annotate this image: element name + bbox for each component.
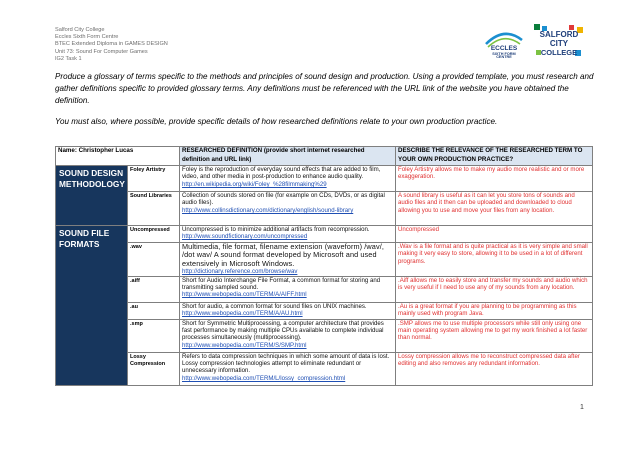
glossary-table [55,146,593,386]
page-number: 1 [580,404,584,411]
table-row [56,166,593,192]
glossary-term: Foley Artistry [128,166,180,192]
definition-link[interactable]: http://www.webopedia.com/TERM/A/AU.html [182,310,303,318]
term-relevance: .Au is a great format if you are planning to be programming as this mainly used with program Java. [396,302,593,319]
term-definition [180,226,396,243]
glossary-term: Lossy Compression [128,352,180,385]
term-definition [180,276,396,302]
glossary-term: .au [128,302,180,319]
header-line: BTEC Extended Diploma in GAMES DESIGN [55,41,168,48]
definition-text: Foley is the reproduction of everyday sound effects that are added to film, video, and other media in post-production to enhance audio quality. [182,166,381,181]
term-definition [180,352,396,385]
definition-link[interactable]: http://dictionary.reference.com/browse/wav [182,268,298,276]
term-relevance: Foley Artistry allows me to make my audio more realistic and or more exaggeration. [396,166,593,192]
glossary-term: .wav [128,243,180,277]
term-definition [180,166,396,192]
term-relevance: .Wav is a file format and is quite practical as it is very simple and small making it very easy to store, allowing it to be used in a lot of different programs. [396,243,593,277]
definition-link[interactable]: http://www.soundfictionary.com/uncompressed [182,233,308,241]
term-relevance: .Aiff allows me to easily store and transfer my sounds and audio which is very useful if I need to use any of my sounds from any location. [396,276,593,302]
eccles-logo-subtext: CENTRE [496,55,512,58]
glossary-term: Uncompressed [128,226,180,243]
category-sound-file-formats: SOUND FILE FORMATS [56,226,128,386]
term-relevance: A sound library is useful as it can let you store tons of sounds and audio files and it then can be uploaded and downloaded to cloud allowing you to use and move your files from any location. [396,192,593,226]
document-header [55,27,168,63]
column-header-definition: RESEARCHED DEFINITION (provide short internet researched definition and URL link) [180,147,396,166]
definition-link[interactable]: http://www.collinsdictionary.com/dictionary/english/sound-library [182,206,354,214]
glossary-term: .aiff [128,276,180,302]
salford-logo-text: COLLEGE [540,48,578,57]
term-definition [180,243,396,277]
term-relevance: Lossy compression allows me to reconstruct compressed data after editing and also removes any redundant information. [396,352,593,385]
table-row [56,302,593,319]
task-instructions: Produce a glossary of terms specific to the methods and principles of sound design and production. Using a provided template, you must research and gather definitions specific to provided glossary terms. Any definitions must be referenced with the URL link of the website you have obtained the definition. [55,72,594,105]
table-row [56,352,593,385]
table-header-row [56,147,593,166]
column-header-relevance: DESCRIBE THE RELEVANCE OF THE RESEARCHED TERM TO YOUR OWN PRODUCTION PRACTICE? [396,147,593,166]
category-sound-design: SOUND DESIGN METHODOLOGY [56,166,128,226]
task-instructions-additional: You must also, where possible, provide specific details of how researched definitions relate to your own production practice. [55,117,498,126]
definition-link[interactable]: http://en.wikipedia.org/wiki/Foley_%28filmmaking%29 [182,180,327,188]
salford-logo-text: CITY [549,39,569,48]
header-line: Unit 73: Sound For Computer Games [55,48,148,55]
term-definition [180,302,396,319]
term-relevance: .SMP allows me to use multiple processors while still only using one main operating system allowing me to get my work finished a lot faster than normal. [396,319,593,352]
definition-text: Short for Symmetric Multiprocessing, a computer architecture that provides fast performance by making multiple CPUs available to complete individual processes simultaneously (multiprocessing). [182,319,384,342]
eccles-logo-subtext: SIXTH FORM [492,52,516,56]
table-row [56,226,593,243]
term-definition [180,192,396,226]
salford-city-college-logo [531,22,587,60]
table-row [56,276,593,302]
definition-text: Uncompressed is to minimize additional artifacts from recompression. [182,226,370,233]
definition-link[interactable]: http://www.webopedia.com/TERM/S/SMP.html [182,341,307,349]
glossary-term: Sound Libraries [128,192,180,226]
definition-link[interactable]: http://www.webopedia.com/TERM/L/lossy_compression.html [182,374,346,382]
header-line: Eccles Sixth Form Centre [55,34,119,41]
definition-text: Multimedia, file format, filename extension (waveform) /wav/, /dot wav/ A sound format developed by Microsoft and used extensively in Microsoft Windows. [182,242,384,268]
definition-link[interactable]: http://www.webopedia.com/TERM/A/AIFF.html [182,291,307,299]
definition-text: Short for audio, a common format for sound files on UNIX machines. [182,302,367,310]
definition-text: Short for Audio Interchange File Format, a common format for storing and transmitting sampled sound. [182,276,381,292]
student-name: Name: Christopher Lucas [56,147,180,166]
glossary-term: .smp [128,319,180,352]
definition-text: Collection of sounds stored on file (for example on CDs, DVDs, or as digital audio files). [182,192,385,207]
table-row [56,243,593,277]
eccles-sixth-form-logo [482,24,526,58]
salford-logo-text: SALFORD [539,30,579,39]
table-row [56,192,593,226]
term-relevance: Uncompressed [396,226,593,243]
definition-text: Refers to data compression techniques in which some amount of data is lost. Lossy compression technologies attempt to eliminate redundant or unnecessary information. [182,352,390,375]
header-line: IG2 Task 1 [55,55,82,62]
term-definition [180,319,396,352]
eccles-logo-text: ECCLES [490,45,518,52]
header-line: Salford City College [55,27,105,33]
table-row [56,319,593,352]
